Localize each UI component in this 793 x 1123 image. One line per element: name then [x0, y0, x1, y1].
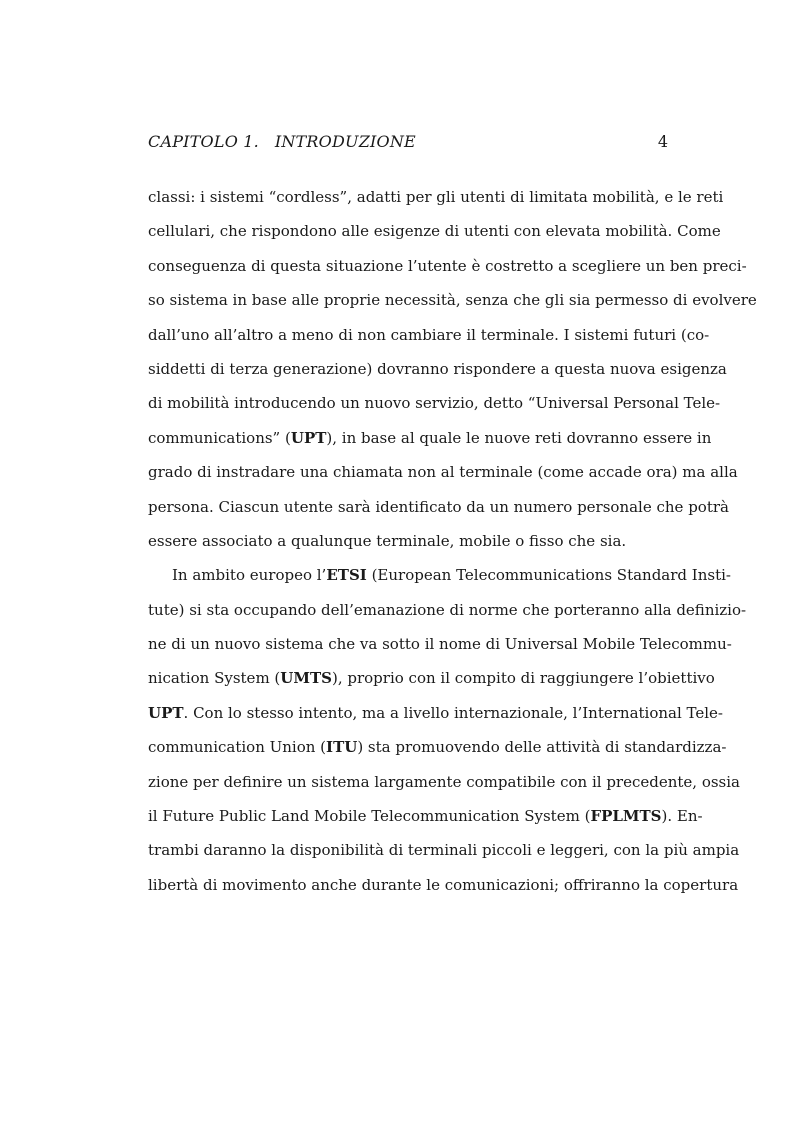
bold-acronym: ETSI: [326, 566, 367, 585]
text-run: ) sta promuovendo delle attività di standardizza-: [357, 738, 727, 757]
text-run: essere associato a qualunque terminale, mobile o fisso che sia.: [148, 531, 627, 550]
text-line: [148, 324, 710, 358]
text-line: [148, 255, 747, 289]
text-run: classi: i sistemi “cordless”, adatti per gli utenti di limitata mobilità, e le reti: [148, 188, 724, 206]
text-line: [148, 186, 724, 220]
text-line: [148, 392, 721, 426]
text-line: [148, 599, 747, 633]
text-line: [148, 736, 727, 770]
text-run: In ambito europeo l’: [172, 566, 327, 585]
bold-acronym: FPLMTS: [590, 807, 662, 826]
bold-acronym: UPT: [290, 428, 327, 447]
text-run: persona. Ciascun utente sarà identificato da un numero personale che potrà: [148, 497, 729, 516]
text-run: zione per definire un sistema largamente compatibile con il precedente, ossia: [148, 772, 740, 791]
text-run: . Con lo stesso intento, ma a livello internazionale, l’International Tele-: [183, 703, 723, 722]
text-run: so sistema in base alle proprie necessità, senza che gli sia permesso di evolvere: [148, 291, 757, 310]
text-run: communications” (: [148, 428, 291, 447]
text-line: [148, 667, 715, 701]
text-line: [148, 805, 703, 839]
text-line: [148, 220, 721, 254]
text-run: libertà di movimento anche durante le comunicazioni; offriranno la copertura: [148, 875, 739, 894]
bold-acronym: ITU: [326, 738, 358, 757]
body-text: [148, 186, 757, 908]
text-line: [148, 702, 723, 736]
text-run: ), in base al quale le nuove reti dovranno essere in: [326, 428, 712, 447]
text-line: [148, 289, 757, 323]
text-run: nication System (: [148, 669, 281, 688]
text-line: [148, 461, 738, 495]
bold-acronym: UMTS: [280, 669, 332, 688]
page-number: 4: [657, 132, 668, 151]
text-run: ne di un nuovo sistema che va sotto il nome di Universal Mobile Telecommu-: [148, 635, 732, 654]
text-run: siddetti di terza generazione) dovranno rispondere a questa nuova esigenza: [148, 359, 727, 378]
text-line: [148, 874, 739, 908]
paragraph: [148, 564, 747, 908]
text-run: ), proprio con il compito di raggiungere l’obiettivo: [331, 669, 715, 688]
text-line: [148, 530, 668, 564]
text-run: tute) si sta occupando dell’emanazione di norme che porteranno alla definizio-: [148, 600, 747, 619]
text-run: di mobilità introducendo un nuovo servizio, detto “Universal Personal Tele-: [148, 394, 721, 413]
text-run: ). En-: [661, 807, 703, 826]
paragraph: [148, 186, 757, 564]
text-run: trambi daranno la disponibilità di terminali piccoli e leggeri, con la più ampia: [148, 841, 740, 860]
text-run: (European Telecommunications Standard Insti-: [366, 566, 731, 585]
text-run: il Future Public Land Mobile Telecommunication System (: [148, 807, 591, 826]
text-line: [148, 427, 712, 461]
running-header: [148, 131, 668, 153]
text-line: [148, 633, 732, 667]
text-run: cellulari, che rispondono alle esigenze di utenti con elevata mobilità. Come: [148, 222, 721, 241]
text-run: communication Union (: [148, 738, 327, 757]
text-run: grado di instradare una chiamata non al terminale (come accade ora) ma alla: [148, 463, 738, 482]
text-line: [148, 496, 729, 530]
text-line: [148, 839, 740, 873]
text-line: [148, 564, 731, 598]
chapter-title: CAPITOLO 1. INTRODUZIONE: [148, 132, 416, 151]
bold-acronym: UPT: [148, 703, 184, 722]
text-run: dall’uno all’altro a meno di non cambiare il terminale. I sistemi futuri (co-: [148, 325, 710, 344]
text-line: [148, 771, 740, 805]
text-line: [148, 358, 727, 392]
text-run: conseguenza di questa situazione l’utente è costretto a scegliere un ben preci-: [148, 256, 747, 275]
